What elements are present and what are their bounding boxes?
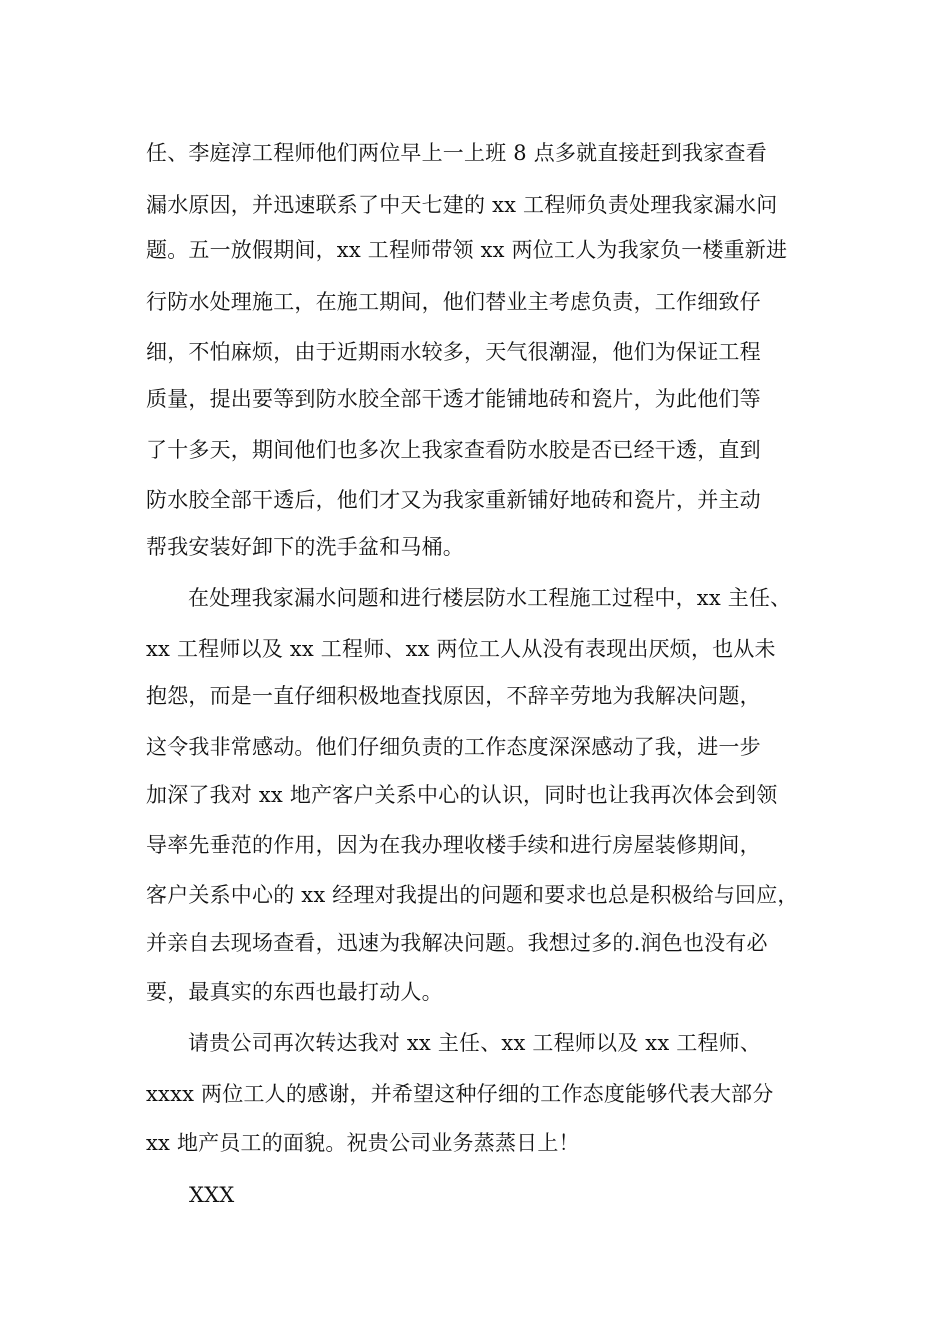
paragraph-line: xx 工程师以及 xx 工程师、xx 两位工人从没有表现出厌烦，也从未	[146, 637, 776, 661]
paragraph-line: 细，不怕麻烦，由于近期雨水较多，天气很潮湿，他们为保证工程	[146, 340, 761, 364]
paragraph-line: 在处理我家漏水问题和进行楼层防水工程施工过程中，xx 主任、	[188, 586, 792, 610]
paragraph-line: 并亲自去现场查看，迅速为我解决问题。我想过多的.润色也没有必	[146, 931, 768, 955]
paragraph-line: 帮我安装好卸下的洗手盆和马桶。	[146, 535, 464, 559]
signature: XXX	[189, 1183, 235, 1207]
paragraph-line: xx 地产员工的面貌。祝贵公司业务蒸蒸日上！	[146, 1131, 580, 1155]
paragraph-line: 漏水原因，并迅速联系了中天七建的 xx 工程师负责处理我家漏水问	[146, 193, 778, 217]
paragraph-line: xxxx 两位工人的感谢，并希望这种仔细的工作态度能够代表大部分	[146, 1082, 774, 1106]
paragraph-line: 这令我非常感动。他们仔细负责的工作态度深深感动了我，进一步	[146, 735, 761, 759]
paragraph-line: 任、李庭淳工程师他们两位早上一上班 8 点多就直接赶到我家查看	[146, 141, 767, 165]
paragraph-line: 防水胶全部干透后，他们才又为我家重新铺好地砖和瓷片，并主动	[146, 488, 761, 512]
paragraph-line: 行防水处理施工，在施工期间，他们替业主考虑负责，工作细致仔	[146, 290, 761, 314]
paragraph-line: 请贵公司再次转达我对 xx 主任、xx 工程师以及 xx 工程师、	[188, 1031, 762, 1055]
paragraph-line: 要，最真实的东西也最打动人。	[146, 980, 443, 1004]
paragraph-line: 了十多天，期间他们也多次上我家查看防水胶是否已经干透，直到	[146, 438, 761, 462]
paragraph-line: 客户关系中心的 xx 经理对我提出的问题和要求也总是积极给与回应，	[146, 883, 799, 907]
paragraph-line: 质量，提出要等到防水胶全部干透才能铺地砖和瓷片，为此他们等	[146, 387, 761, 411]
paragraph-line: 题。五一放假期间，xx 工程师带领 xx 两位工人为我家负一楼重新进	[146, 238, 788, 262]
paragraph-line: 加深了我对 xx 地产客户关系中心的认识，同时也让我再次体会到领	[146, 783, 778, 807]
paragraph-line: 抱怨，而是一直仔细积极地查找原因，不辞辛劳地为我解决问题，	[146, 684, 761, 708]
paragraph-line: 导率先垂范的作用，因为在我办理收楼手续和进行房屋装修期间，	[146, 833, 761, 857]
